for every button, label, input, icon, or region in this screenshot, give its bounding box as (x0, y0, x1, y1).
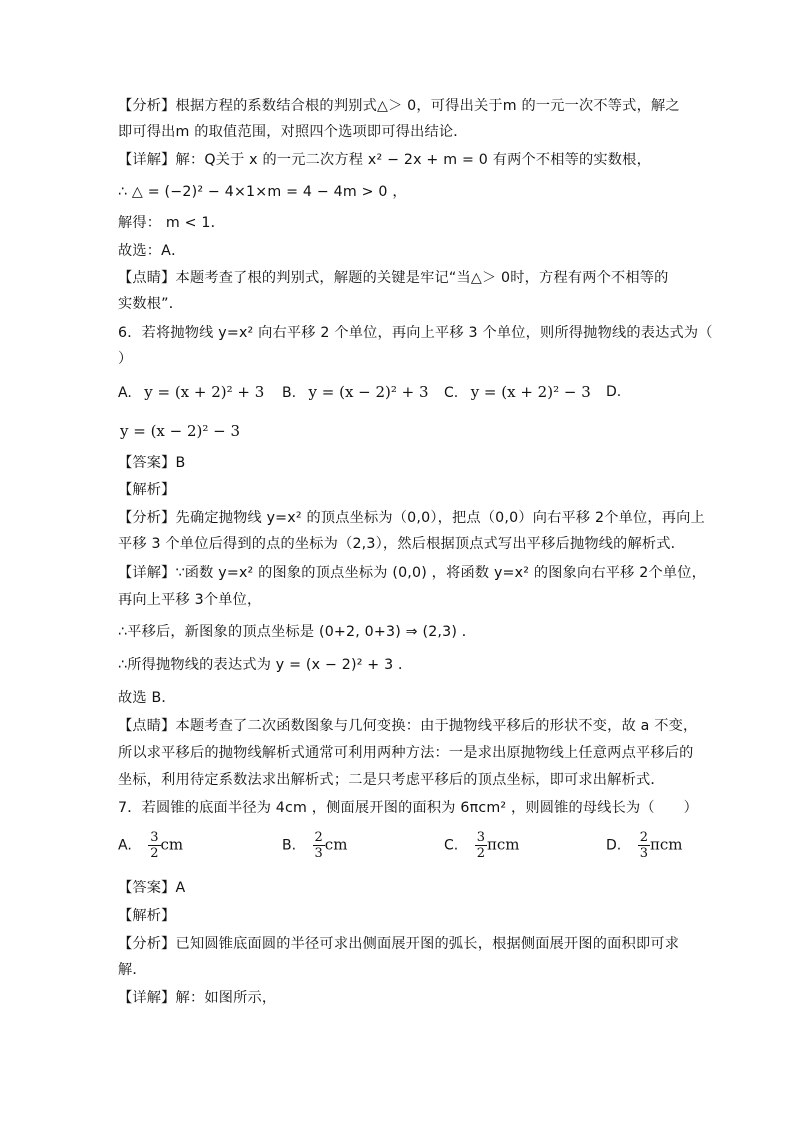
q5-analysis-line-1: 【分析】根据方程的系数结合根的判别式△＞ 0，可得出关于m 的一元一次不等式，解之 (118, 98, 680, 114)
q7-option-b-label: B. (282, 837, 297, 854)
q6-option-a-expr: y = (x + 2)² + 3 (144, 383, 265, 401)
q6-detail-line-3: ∴平移后，新图象的顶点坐标是 (0+2, 0+3) ⇒ (2,3) ． (118, 624, 477, 640)
q6-detail-line-4: ∴所得抛物线的表达式为 y = (x − 2)² + 3 ． (118, 657, 413, 673)
q7-analysis-line-2: 解． (118, 962, 147, 978)
q6-option-d-expr: y = (x − 2)² − 3 (120, 422, 241, 440)
q6-option-a (118, 382, 264, 403)
q6-detail-line-2: 再向上平移 3个单位， (118, 592, 262, 608)
q7-option-d-unit: πcm (649, 835, 683, 854)
q7-answer: 【答案】A (118, 880, 186, 896)
q7-option-a-label: A. (118, 837, 132, 854)
q6-option-c (444, 382, 591, 403)
q7-option-c-denominator: 2 (476, 846, 485, 861)
q7-option-c-unit: πcm (486, 835, 520, 854)
q7-option-d (606, 830, 682, 861)
q6-option-d-expr-line (120, 421, 240, 442)
q7-option-d-denominator: 3 (639, 846, 648, 861)
q6-option-b-expr: y = (x − 2)² + 3 (308, 383, 429, 401)
q7-option-b (282, 830, 347, 861)
q6-option-d-label: D. (606, 384, 622, 400)
q5-detail-line-2: ∴ △ = (−2)² − 4×1×m = 4 − 4m > 0 ， (118, 184, 407, 200)
q6-option-c-expr: y = (x + 2)² − 3 (470, 383, 591, 401)
q6-comment-line-1: 【点睛】本题考查了二次函数图象与几何变换：由于抛物线平移后的形状不变，故 a 不变， (118, 718, 698, 734)
q6-analysis-line-2: 平移 3 个单位后得到的点的坐标为（2,3），然后根据顶点式写出平移后抛物线的解析式． (118, 536, 686, 552)
q6-option-d (606, 382, 621, 402)
q7-option-b-denominator: 3 (314, 846, 323, 861)
q7-option-c-label: C. (444, 837, 459, 854)
q6-comment-line-2: 所以求平移后的抛物线解析式通常可利用两种方法：一是求出原抛物线上任意两点平移后的 (118, 745, 694, 761)
q6-analysis-heading: 【解析】 (118, 482, 176, 498)
q7-option-a-unit: cm (160, 835, 184, 854)
q5-answer: 故选：A． (118, 243, 186, 259)
q7-option-a-numerator: 3 (150, 830, 159, 845)
q6-answer: 【答案】B (118, 455, 186, 471)
q6-stem-line-1: 6．若将抛物线 y=x² 向右平移 2 个单位，再向上平移 3 个单位，则所得抛物线的表达式为（ (118, 325, 713, 341)
q5-detail-line-1: 【详解】解：Q关于 x 的一元二次方程 x² − 2x + m = 0 有两个不相等的实数根， (118, 152, 651, 168)
q7-option-a-fraction (148, 830, 160, 861)
q7-option-a (118, 830, 183, 861)
q7-analysis-line-1: 【分析】已知圆锥底面圆的半径可求出侧面展开图的弧长，根据侧面展开图的面积即可求 (118, 936, 680, 952)
q7-option-c-fraction (475, 830, 487, 861)
q7-option-d-numerator: 2 (639, 830, 648, 845)
q7-option-b-fraction (313, 830, 325, 861)
q6-analysis-line-1: 【分析】先确定抛物线 y=x² 的顶点坐标为（0,0），把点（0,0）向右平移 2个单位，再向上 (118, 510, 705, 526)
q7-option-c-numerator: 3 (476, 830, 485, 845)
q6-option-a-label: A. (118, 385, 132, 401)
q7-option-b-numerator: 2 (314, 830, 323, 845)
q6-stem-line-2: ） (118, 351, 133, 367)
q6-option-c-label: C. (444, 385, 459, 401)
q7-option-a-denominator: 2 (150, 846, 159, 861)
q5-comment-line-1: 【点睛】本题考查了根的判别式，解题的关键是牢记“当△＞ 0时，方程有两个不相等的 (118, 270, 669, 286)
q5-detail-line-3: 解得： m < 1． (118, 215, 226, 231)
q7-option-d-label: D. (606, 837, 622, 854)
q7-analysis-heading: 【解析】 (118, 908, 176, 924)
q7-detail-line-1: 【详解】解：如图所示， (118, 990, 277, 1006)
q7-stem: 7．若圆锥的底面半径为 4cm ，侧面展开图的面积为 6πcm² ，则圆锥的母线长为（ ） (118, 800, 698, 816)
q6-detail-line-1: 【详解】∵函数 y=x² 的图象的顶点坐标为 (0,0) ，将函数 y=x² 的图象向右平移 2个单位， (118, 565, 707, 581)
q6-option-b (282, 382, 429, 403)
q6-option-b-label: B. (282, 385, 297, 401)
q5-analysis-line-2: 即可得出m 的取值范围，对照四个选项即可得出结论． (118, 124, 468, 140)
q5-comment-line-2: 实数根”． (118, 296, 184, 312)
q6-comment-line-3: 坐标，利用待定系数法求出解析式；二是只考虑平移后的顶点坐标，即可求出解析式． (118, 772, 665, 788)
q7-option-d-fraction (638, 830, 650, 861)
q6-final-answer: 故选 B． (118, 690, 176, 706)
q7-option-b-unit: cm (324, 835, 348, 854)
q7-option-c (444, 830, 519, 861)
